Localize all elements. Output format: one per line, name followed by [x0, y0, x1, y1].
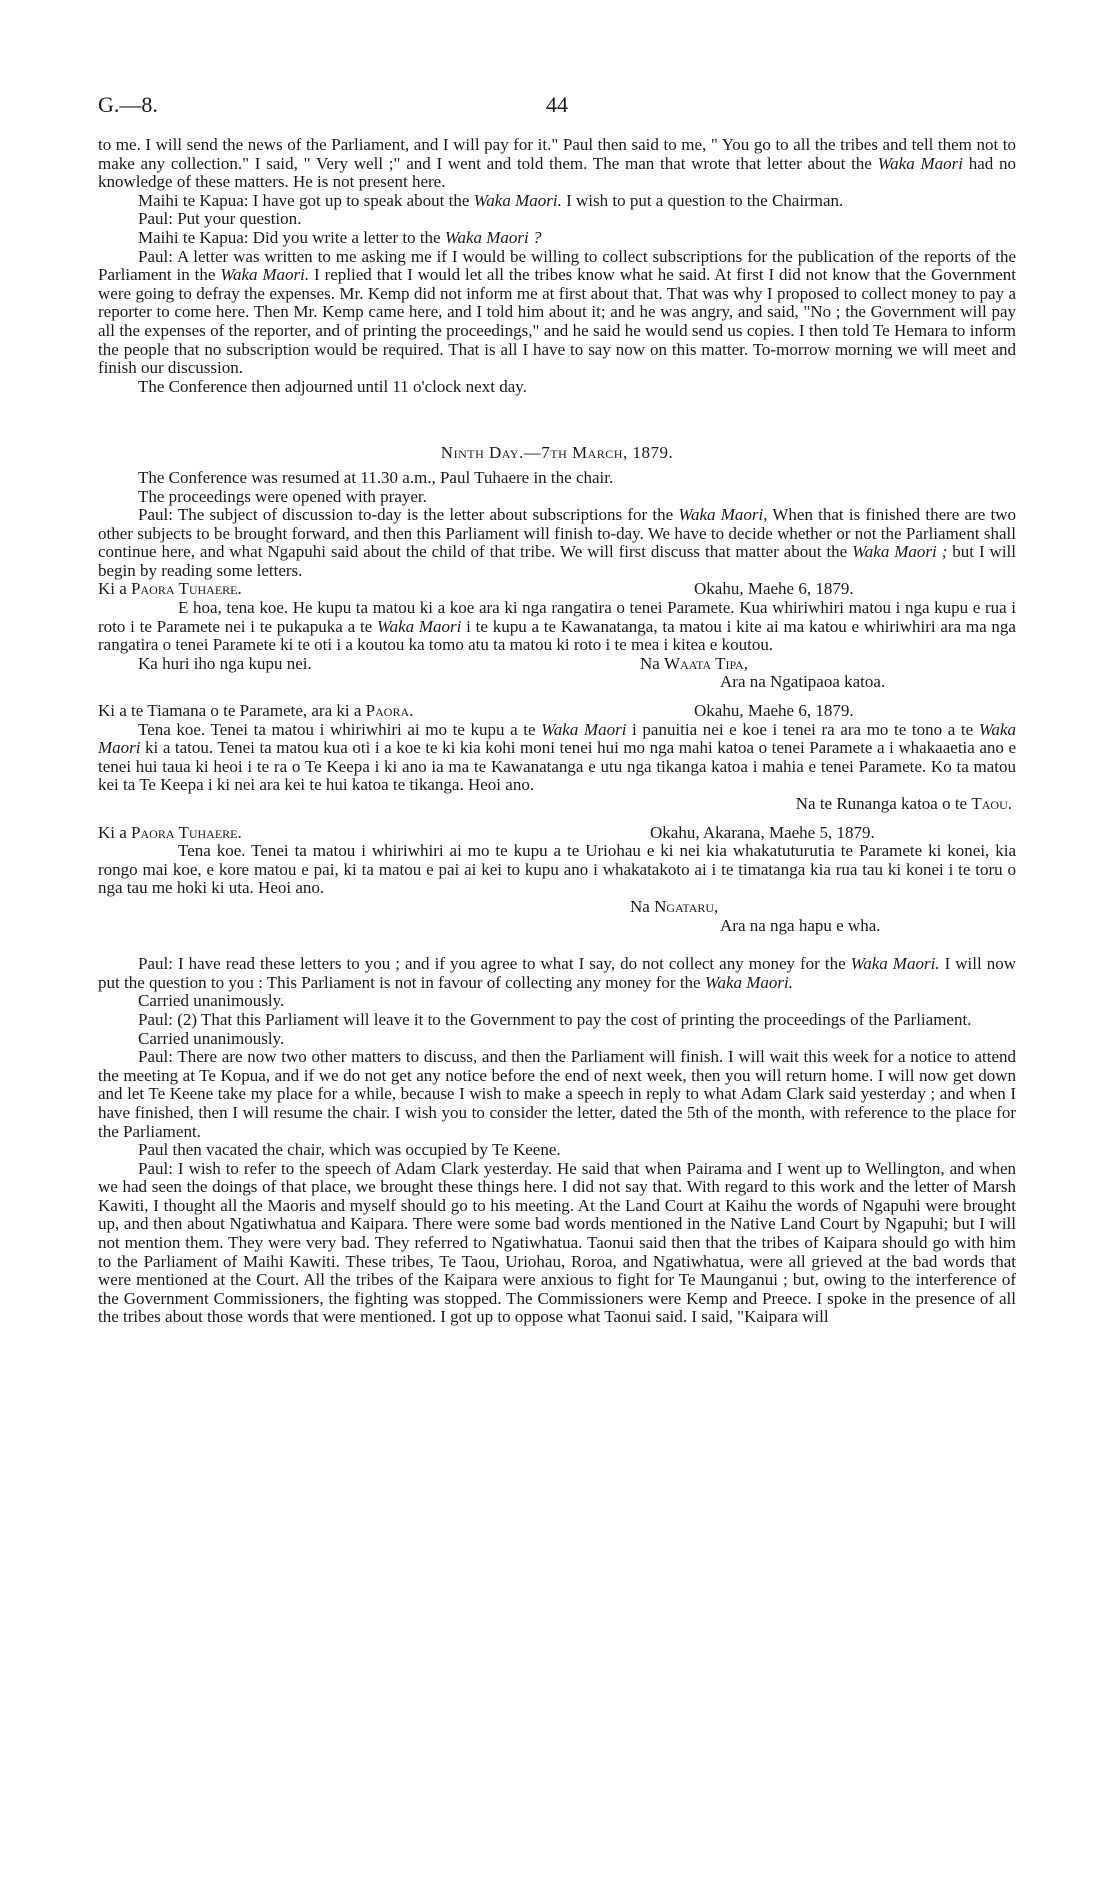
- letter-1-header: [98, 580, 1016, 599]
- letter-3-header: [98, 824, 1016, 843]
- paragraph-paul-4: Paul: I have read these letters to you ; and if you agree to what I say, do not collect any money for the Waka Maori. I will now put the question to you : This Parliament is not in favour of collecting any money for the Waka Maori.: [98, 954, 1016, 992]
- paragraph-paul-1: Paul: Put your question.: [138, 209, 302, 229]
- letter-1-body: E hoa, tena koe. He kupu ta matou ki a koe ara ki nga rangatira o tenei Paramete. Kua whiriwhiri matou i nga kupu e rua i roto i te Paramete nei i te pukapuka a te Waka Maori i te kupu a te Kawanatanga, ta matou i kite ai ma katou e whiriwhiri ara ma nga rangatira o tenei Paramete ki te oti i a koutou ka tomo atu ta matou ki roto i te mea i kitea e koutou.: [98, 598, 1016, 655]
- letter-1-signature: Na Waata Tipa,: [640, 653, 748, 673]
- letter-3-signature: Na Ngataru,: [630, 896, 719, 916]
- paragraph-adjourn: The Conference then adjourned until 11 o'clock next day.: [138, 376, 527, 396]
- letter-1-signature-line-2: Ara na Ngatipaoa katoa.: [720, 672, 886, 692]
- letter-1-closing-line: [98, 655, 1016, 674]
- paragraph-paul-5: Paul: (2) That this Parliament will leave it to the Government to pay the cost of printing the proceedings of the Parliament.: [138, 1009, 972, 1029]
- page-header: [98, 92, 1016, 126]
- paragraph-paul-2: Paul: A letter was written to me asking me if I would be willing to collect subscriptions for the publication of the reports of the Parliament in the Waka Maori. I replied that I would let all the tribes know what he said. At first I did not know that the Government were going to defray the expenses. Mr. Kemp did not inform me at first about that. That was why I proposed to collect money to pay a reporter to come here. Then Mr. Kemp came here, and I told him about it; and he was angry, and said, "No ; the Government will pay all the expenses of the reporter, and of printing the proceedings," and he said he would send us copies. I then told Te Hemara to inform the people that no subscription would be required. That is all I have to say now on this matter. To-morrow morning we will meet and finish our discussion.: [98, 246, 1016, 378]
- letter-3-date: Okahu, Akarana, Maehe 5, 1879.: [650, 822, 875, 842]
- page-number: 44: [546, 92, 568, 117]
- letter-1-addressee: Ki a Paora Tuhaere.: [98, 579, 242, 599]
- letter-1-date: Okahu, Maehe 6, 1879.: [694, 579, 854, 599]
- paragraph-paul-7: Paul: I wish to refer to the speech of Adam Clark yesterday. He said that when Pairama and I went up to Wellington, and when we had seen the doings of that place, we brought these things here. I did not say that. With regard to this work and the letter of Marsh Kawiti, I thought all the Maoris and myself should go to his meeting. At the Land Court at Kaihu the words of Ngapuhi were brought up, and then about Ngatiwhatua and Kaipara. There were some bad words mentioned in the Native Land Court by Ngapuhi; but I will not mention them. They were very bad. They referred to Ngatiwhatua. Taonui said then that the tribes of Kaipara should go with him to the Parliament of Maihi Kawiti. These tribes, Te Taou, Uriohau, Roroa, and Ngatiwhatua, were all grieved at the bad words that were mentioned at the Court. All the tribes of the Kaipara were anxious to fight for Te Maunganui ; but, owing to the interference of the Government Commissioners, the fighting was stopped. The Commissioners were Kemp and Preece. I spoke in the presence of all the tribes about those words that were mentioned. I got up to oppose what Taonui said. I said, "Kaipara will: [98, 1158, 1016, 1327]
- letter-2-addressee: Ki a te Tiamana o te Paramete, ara ki a Paora.: [98, 701, 414, 721]
- paragraph-paul-3: Paul: The subject of discussion to-day is the letter about subscriptions for the Waka Maori, When that is finished there are two other subjects to be brought forward, and then this Parliament will finish to-day. We have to decide whether or not the Parliament shall continue here, and what Ngapuhi said about the child of that tribe. We will first discuss that matter about the Waka Maori ; but I will begin by reading some letters.: [98, 505, 1016, 580]
- paragraph-paul-6: Paul: There are now two other matters to discuss, and then the Parliament will finish. I will wait this week for a notice to attend the meeting at Te Kopua, and if we do not get any notice before the end of next week, then you will return home. I will now get down and let Te Keene take my place for a while, because I wish to make a speech in reply to what Adam Clark said yesterday ; and when I have finished, then I will resume the chair. I wish you to consider the letter, dated the 5th of the month, with reference to the place for the Parliament.: [98, 1047, 1016, 1141]
- paragraph-maihi-1: Maihi te Kapua: I have got up to speak about the Waka Maori. I wish to put a question to the Chairman.: [138, 190, 844, 210]
- section-heading: Ninth Day.—7th March, 1879.: [440, 443, 674, 463]
- letter-2-signature: Na te Runanga katoa o te Taou.: [795, 794, 1012, 813]
- series-code: G.—8.: [98, 92, 158, 117]
- paragraph-maihi-2: Maihi te Kapua: Did you write a letter to the Waka Maori ?: [138, 227, 542, 247]
- letter-3-signature-line-2: Ara na nga hapu e wha.: [720, 915, 881, 935]
- paragraph-prayer: The proceedings were opened with prayer.: [138, 486, 427, 506]
- letter-2-header: [98, 702, 1016, 721]
- paragraph-resumed: The Conference was resumed at 11.30 a.m., Paul Tuhaere in the chair.: [138, 467, 614, 487]
- letter-2-date: Okahu, Maehe 6, 1879.: [694, 701, 854, 721]
- paragraph-vacated: Paul then vacated the chair, which was occupied by Te Keene.: [138, 1140, 561, 1160]
- paragraph-carried-2: Carried unanimously.: [138, 1028, 285, 1048]
- paragraph-carried-1: Carried unanimously.: [138, 991, 285, 1011]
- letter-3-body: Tena koe. Tenei ta matou i whiriwhiri ai mo te kupu a te Uriohau e ki nei kia whakatuturutia te Paramete ki konei, kia rongo mai koe, e kore matou e pai, ki ta matou e pai ai kei to kupu ano i whakatakoto ai i te timatanga kia rua tau ki konei i te toru o nga tau me hoki ki uta. Heoi ano.: [98, 841, 1016, 898]
- paragraph-intro: to me. I will send the news of the Parliament, and I will pay for it." Paul then said to me, " You go to all the tribes and tell them not to make any collection." I said, " Very well ;" and I went and told them. The man that wrote that letter about the Waka Maori had no knowledge of these matters. He is not present here.: [98, 135, 1016, 192]
- letter-2-body: Tena koe. Tenei ta matou i whiriwhiri ai mo te kupu a te Waka Maori i panuitia nei e koe i tenei ra ara mo te tono a te Waka Maori ki a tatou. Tenei ta matou kua oti i a koe te ki kia kohi moni tenei hui mo nga mahi katoa o tenei Paramete a i whakaaetia ano e tenei hui taua ki heoi i te ra o Te Keepa i ki ano ia ma te Kawanatanga e utu nga tikanga katoa i mahia e tenei Paramete. Ko ta matou kei ta Te Keepa i ki nei ara kei te hui katoa te tikanga. Heoi ano.: [98, 719, 1016, 795]
- letter-1-closing: Ka huri iho nga kupu nei.: [138, 653, 312, 673]
- letter-3-addressee: Ki a Paora Tuhaere.: [98, 822, 242, 842]
